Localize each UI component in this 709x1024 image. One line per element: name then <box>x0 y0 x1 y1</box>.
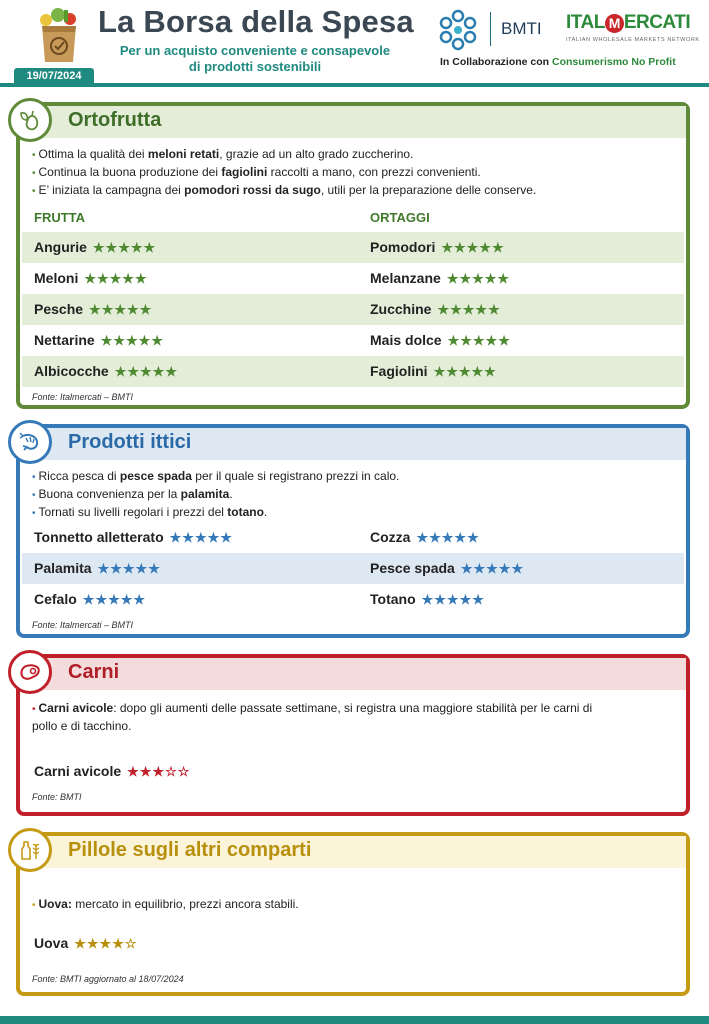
product-rating-left <box>34 232 156 263</box>
bmti-separator <box>490 12 491 46</box>
date-badge: 19/07/2024 <box>14 68 94 84</box>
table-row <box>22 325 684 356</box>
carni-header <box>20 658 686 690</box>
bmti-logo-icon <box>436 8 480 52</box>
product-name: Cefalo <box>34 591 77 607</box>
bmti-wordmark: BMTI <box>501 19 542 38</box>
italmercati-tagline: ITALIAN WHOLESALE MARKETS NETWORK <box>566 37 700 43</box>
product-rating-right <box>370 294 501 325</box>
pillole-rating-stars: ★★★★☆ <box>74 936 138 951</box>
frutta-column-header: FRUTTA <box>34 210 86 225</box>
product-name: Pomodori <box>370 239 436 255</box>
product-rating-right <box>370 325 511 356</box>
carni-rating-label: Carni avicole <box>34 763 122 779</box>
carni-rating-stars: ★★★☆☆ <box>127 764 191 779</box>
pillole-rating-label: Uova <box>34 935 69 951</box>
product-name: Albicocche <box>34 363 109 379</box>
meat-steak-icon <box>18 660 42 684</box>
bullet-dot: • <box>32 186 36 197</box>
carni-icon-badge <box>8 650 52 694</box>
pillole-notes <box>32 896 299 914</box>
rating-stars: ★★★★★ <box>84 271 148 286</box>
bullet-line <box>32 164 536 182</box>
product-name: Zucchine <box>370 301 432 317</box>
bullet-highlight: meloni retati <box>147 147 220 161</box>
ortofrutta-icon-badge <box>8 98 52 142</box>
bullet-text: E’ iniziata la campagna dei <box>38 183 185 197</box>
carni-note-text-2: pollo e di tacchino. <box>32 719 132 733</box>
rating-stars: ★★★★★ <box>100 333 164 348</box>
bullet-dot: • <box>32 150 36 161</box>
pillole-note-text: mercato in equilibrio, prezzi ancora stabili. <box>71 897 299 911</box>
bullet-text: raccolti a mano, con prezzi convenienti. <box>267 165 481 179</box>
product-name: Pesce spada <box>370 560 455 576</box>
bullet-highlight: pesce spada <box>119 469 192 483</box>
bullet-highlight: pomodori rossi da sugo <box>184 183 321 197</box>
bullet-text: Tornati su livelli regolari i prezzi del <box>38 505 228 519</box>
carni-rating-row <box>34 756 190 787</box>
product-name: Cozza <box>370 529 411 545</box>
shrimp-icon <box>18 430 42 454</box>
carni-title: Carni <box>68 661 120 683</box>
product-rating-left <box>34 263 148 294</box>
ortofrutta-title: Ortofrutta <box>68 109 162 131</box>
table-row <box>22 553 684 584</box>
page-subtitle <box>100 43 410 75</box>
rating-stars: ★★★★★ <box>82 592 147 607</box>
carni-section <box>16 654 690 816</box>
pillole-header <box>20 836 686 868</box>
product-name: Fagiolini <box>370 363 428 379</box>
product-name: Meloni <box>34 270 79 286</box>
ortofrutta-notes <box>32 146 536 200</box>
product-rating-left <box>34 356 178 387</box>
bullet-line <box>32 182 536 200</box>
pillole-note-bold: Uova: <box>38 897 72 911</box>
ittici-source: Fonte: Italmercati – BMTI <box>32 620 134 630</box>
table-row <box>22 522 684 553</box>
bullet-highlight: totano <box>227 505 264 519</box>
ittici-header <box>20 428 686 460</box>
subtitle-line-1: Per un acquisto conveniente e consapevole <box>119 43 391 58</box>
product-rating-left <box>34 522 233 553</box>
bullet-text: , utili per la preparazione delle conserve. <box>320 183 537 197</box>
ortofrutta-header <box>20 106 686 138</box>
rating-stars: ★★★★★ <box>446 271 511 286</box>
ittici-notes <box>32 468 399 522</box>
bullet-text: per il quale si registrano prezzi in calo. <box>191 469 400 483</box>
rating-stars: ★★★★★ <box>447 333 511 348</box>
product-rating-left <box>34 325 164 356</box>
ortofrutta-source: Fonte: Italmercati – BMTI <box>32 392 134 402</box>
product-rating-right <box>370 356 497 387</box>
italmercati-part-b: ERCATI <box>623 12 691 33</box>
product-name: Totano <box>370 591 416 607</box>
product-name: Melanzane <box>370 270 441 286</box>
pillole-source: Fonte: BMTI aggiornato al 18/07/2024 <box>32 974 184 984</box>
product-rating-right <box>370 553 524 584</box>
product-rating-left <box>34 584 146 615</box>
bullet-dot: • <box>32 490 36 501</box>
bullet-line <box>32 486 399 504</box>
bullet-dot: • <box>32 472 36 483</box>
bullet-text: . <box>263 505 268 519</box>
collaboration-line <box>440 56 676 68</box>
ittici-section <box>16 424 690 638</box>
carni-note-bold: Carni avicole <box>38 701 114 715</box>
product-rating-right <box>370 522 480 553</box>
rating-stars: ★★★★★ <box>437 302 501 317</box>
bullet-text: Buona convenienza per la <box>38 487 181 501</box>
ittici-title: Prodotti ittici <box>68 431 192 453</box>
rating-stars: ★★★★★ <box>169 530 233 545</box>
shopping-bag-logo-icon <box>36 6 82 64</box>
bullet-highlight: palamita <box>180 487 230 501</box>
rating-stars: ★★★★★ <box>433 364 497 379</box>
product-rating-left <box>34 553 161 584</box>
bullet-text: . <box>229 487 233 501</box>
italmercati-m-badge: M <box>605 14 624 33</box>
product-name: Angurie <box>34 239 87 255</box>
rating-stars: ★★★★★ <box>460 561 525 576</box>
bullet-dot: • <box>32 508 36 519</box>
product-rating-right <box>370 584 485 615</box>
ortofrutta-section <box>16 102 690 409</box>
bullet-line <box>32 504 399 522</box>
bullet-text: Ricca pesca di <box>38 469 120 483</box>
header <box>0 0 709 90</box>
page-title: La Borsa della Spesa <box>98 4 414 39</box>
pear-leaf-icon <box>18 108 42 132</box>
rating-stars: ★★★★★ <box>416 530 480 545</box>
rating-stars: ★★★★★ <box>92 240 157 255</box>
product-name: Nettarine <box>34 332 95 348</box>
bullet-highlight: fagiolini <box>221 165 268 179</box>
table-row <box>22 232 684 263</box>
product-name: Palamita <box>34 560 92 576</box>
bullet-text: Continua la buona produzione dei <box>38 165 222 179</box>
bullet-dot: • <box>32 168 36 179</box>
rating-stars: ★★★★★ <box>114 364 178 379</box>
table-row <box>22 356 684 387</box>
rating-stars: ★★★★★ <box>441 240 505 255</box>
bullet-text: , grazie ad un alto grado zuccherino. <box>219 147 414 161</box>
product-rating-right <box>370 232 505 263</box>
rating-stars: ★★★★★ <box>89 302 153 317</box>
product-rating-left <box>34 294 152 325</box>
pillole-icon-badge <box>8 828 52 872</box>
collab-partner: Consumerismo No Profit <box>552 56 676 68</box>
product-name: Tonnetto alletterato <box>34 529 164 545</box>
ortaggi-column-header: ORTAGGI <box>370 210 430 225</box>
bottle-wheat-icon <box>18 838 42 862</box>
carni-note-text: : dopo gli aumenti delle passate settimane, si registra una maggiore stabilità per le carni di <box>113 701 593 715</box>
collab-prefix: In Collaborazione con <box>440 56 550 68</box>
product-name: Mais dolce <box>370 332 442 348</box>
table-row <box>22 263 684 294</box>
carni-source: Fonte: BMTI <box>32 792 82 802</box>
subtitle-line-2: di prodotti sostenibili <box>188 59 322 74</box>
pillole-title: Pillole sugli altri comparti <box>68 839 312 861</box>
bullet-dot: • <box>32 704 36 715</box>
bullet-text: Ottima la qualità dei <box>38 147 148 161</box>
bullet-dot: • <box>32 900 36 911</box>
product-name: Pesche <box>34 301 84 317</box>
pillole-section <box>16 832 690 996</box>
ittici-icon-badge <box>8 420 52 464</box>
table-row <box>22 294 684 325</box>
bullet-line <box>32 468 399 486</box>
table-row <box>22 584 684 615</box>
rating-stars: ★★★★★ <box>97 561 161 576</box>
product-rating-right <box>370 263 510 294</box>
header-divider <box>0 83 709 87</box>
pillole-rating-row <box>34 928 138 959</box>
carni-notes <box>32 700 684 734</box>
bullet-line <box>32 146 536 164</box>
italmercati-logo <box>566 12 690 34</box>
italmercati-part-a: ITAL <box>566 12 605 33</box>
footer-bar <box>0 1016 709 1024</box>
rating-stars: ★★★★★ <box>421 592 485 607</box>
